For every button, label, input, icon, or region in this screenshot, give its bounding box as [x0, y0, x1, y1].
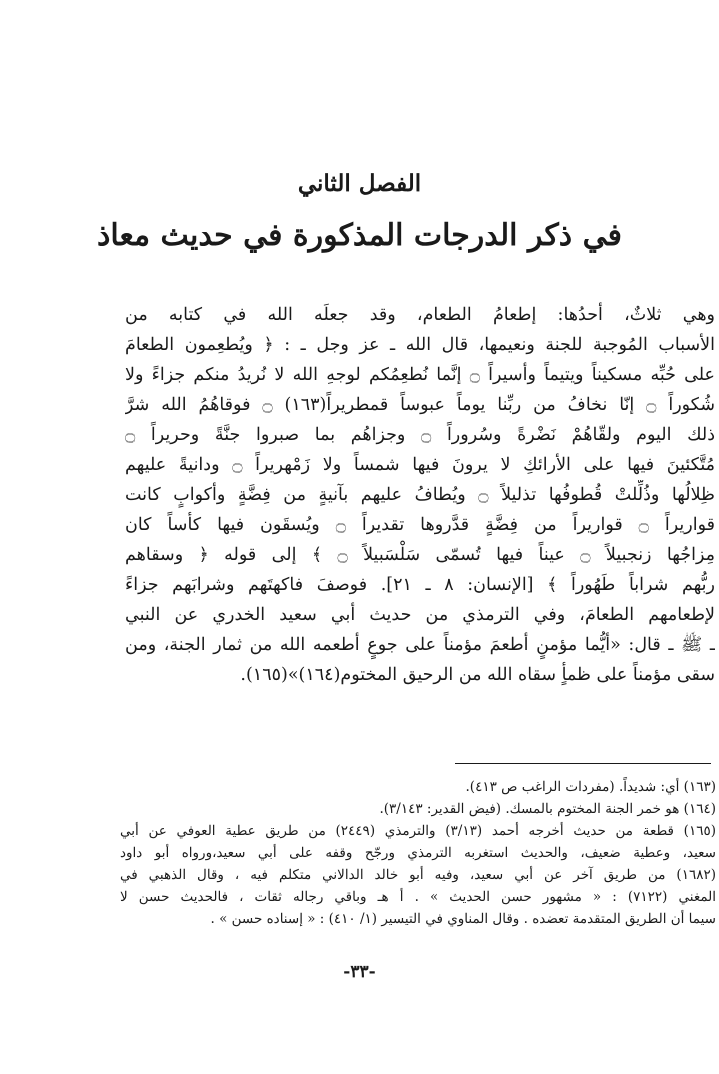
body-line: سقى مؤمناً على ظمأٍ سقاه الله من الرحيق المختوم(١٦٤)»(١٦٥). — [240, 665, 715, 685]
page-number: -٣٣- — [343, 962, 376, 982]
body-line: شُكوراً ۝ إنّا نخافُ من ربِّنا يوماً عبوساً قمطريراً(١٦٣) ۝ فوقاهُمُ الله شرَّ — [125, 395, 715, 415]
chapter-title: الفصل الثاني — [297, 170, 422, 197]
body-line: ذلك اليوم ولقّاهُمْ نَضْرةً وسُروراً ۝ وجزاهُم بما صبروا جنَّةً وحريراً ۝ — [125, 425, 715, 445]
body-line: لإطعامهم الطعامَ، وفي الترمذي من حديث أبي سعيد الخدري عن النبي — [125, 605, 715, 625]
footnote-line: سيما أن الطريق المتقدمة تعضده . وقال المناوي في التيسير (١/ ٤١٠) : « إسناده حسن » . — [210, 911, 716, 927]
footnote-line: سعيد، وعطية ضعيف، والحديث استغربه الترمذي ورجّح وقفه على أبي سعيد،ورواه أبو داود — [120, 845, 716, 861]
footnote-line: المغني (٧١٢٢) : « مشهور حسن الحديث » . أ هـ وباقي رجاله ثقات ، فالحديث حسن لا — [120, 889, 716, 905]
body-line: مِزاجُها زنجبيلاً ۝ عيناً فيها تُسمّى سَلْسَبيلاً ۝ ﴾ إلى قوله ﴿ وسقاهم — [125, 545, 715, 565]
footnote-165: (١٦٥) قطعة من حديث أخرجه أحمد (٣/١٣) والترمذي (٢٤٤٩) من طريق عطية العوفي عن أبي — [120, 823, 716, 839]
body-paragraph — [125, 300, 715, 690]
footnote-164: (١٦٤) هو خمر الجنة المختوم بالمسك. (فيض القدير: ٣/١٤٣). — [379, 801, 716, 817]
footnote-line: (١٦٨٢) من طريق آخر عن أبي سعيد، وفيه أبو خالد الدالاني متكلم فيه ، وقال الذهبي في — [120, 867, 716, 883]
body-line: على حُبِّه مسكيناً ويتيماً وأسيراً ۝ إنَّما نُطعِمُكم لوجهِ الله لا نُريدُ منكم جزاءً ولا — [125, 365, 715, 385]
footnote-separator — [455, 763, 711, 764]
body-line: ظِلالُها وذُلِّلتْ قُطوفُها تذليلاً ۝ ويُطافُ عليهم بآنيةٍ من فِضَّةٍ وأكوابٍ كانت — [125, 485, 715, 505]
body-line: مُتَّكئينَ فيها على الأرائكِ لا يرونَ فيها شمساً ولا زَمْهريراً ۝ ودانيةً عليهم — [125, 455, 715, 475]
body-line: وهي ثلاثٌ، أحدُها: إطعامُ الطعام، وقد جعلَه الله في كتابه من — [125, 305, 715, 325]
footnotes — [120, 776, 716, 930]
body-line: ـ ﷺ ـ قال: «أيُّما مؤمنٍ أطعمَ مؤمناً على جوعٍ أطعمه الله من ثمار الجنة، ومن — [125, 635, 715, 655]
section-title: في ذكر الدرجات المذكورة في حديث معاذ — [97, 218, 622, 253]
footnote-163: (١٦٣) أي: شديداً. (مفردات الراغب ص ٤١٣). — [465, 779, 716, 795]
body-line: ربُّهم شراباً طَهُوراً ﴾ [الإنسان: ٨ ـ ٢١]. فوصفَ فاكهتَهم وشرابَهم جزاءً — [125, 575, 715, 595]
body-line: الأسباب المُوجبة للجنة ونعيمها، قال الله ـ عز وجل ـ : ﴿ ويُطعِمون الطعامَ — [125, 335, 715, 355]
body-line: قواريراً ۝ قواريراً من فِضَّةٍ قدَّروها تقديراً ۝ ويُسقَون فيها كأساً كان — [125, 515, 715, 535]
